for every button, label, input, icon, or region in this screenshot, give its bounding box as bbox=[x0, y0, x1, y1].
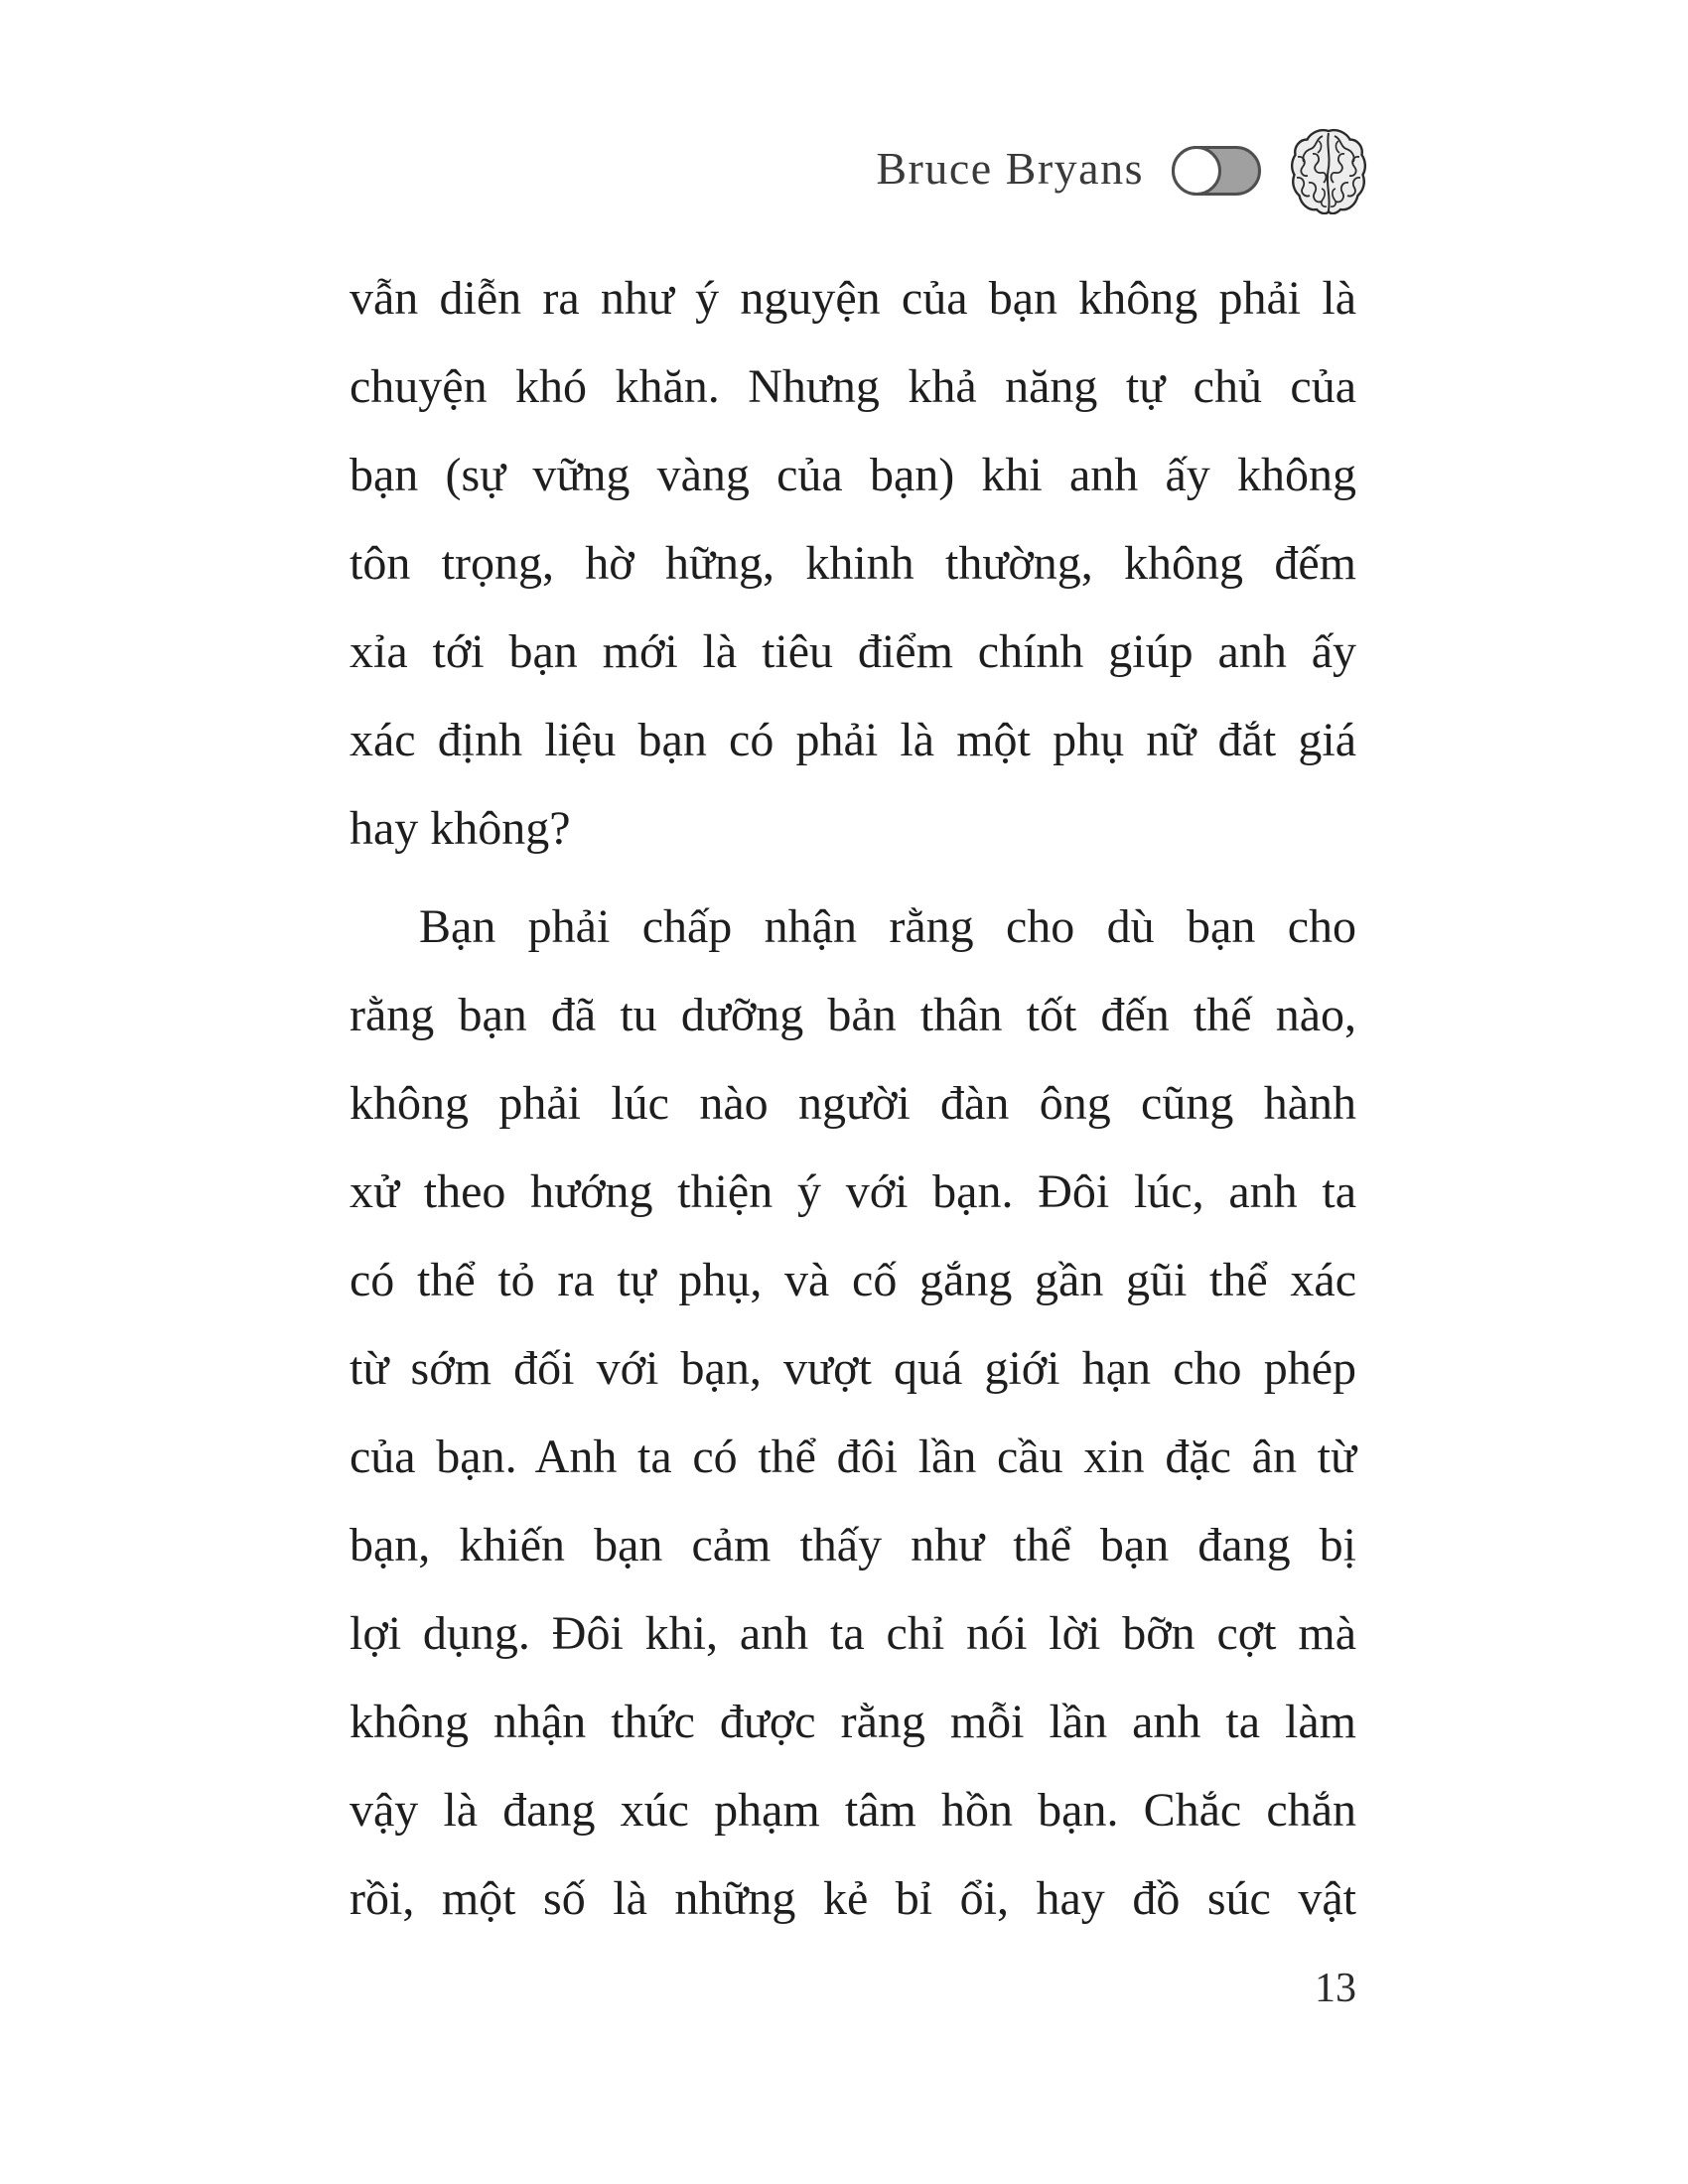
text-line: hay không? bbox=[350, 802, 571, 855]
text-line: vẫn diễn ra như ý nguyện của bạn không phải là bbox=[350, 272, 1356, 325]
text-line: tôn trọng, hờ hững, khinh thường, không đếm bbox=[350, 537, 1356, 590]
author-name: Bruce Bryans bbox=[876, 143, 1144, 194]
text-line: rồi, một số là những kẻ bỉ ổi, hay đồ súc vật bbox=[350, 1872, 1356, 1925]
text-line: xỉa tới bạn mới là tiêu điểm chính giúp anh ấy bbox=[350, 625, 1356, 678]
text-line: vậy là đang xúc phạm tâm hồn bạn. Chắc chắn bbox=[350, 1784, 1356, 1837]
text-line: không nhận thức được rằng mỗi lần anh ta làm bbox=[350, 1696, 1356, 1748]
paragraph bbox=[350, 883, 1356, 1943]
text-line: xử theo hướng thiện ý với bạn. Đôi lúc, anh ta bbox=[350, 1165, 1356, 1218]
text-line: bạn (sự vững vàng của bạn) khi anh ấy không bbox=[350, 449, 1356, 501]
text-line: không phải lúc nào người đàn ông cũng hành bbox=[350, 1077, 1356, 1130]
brain-icon bbox=[1289, 127, 1368, 214]
text-line: chuyện khó khăn. Nhưng khả năng tự chủ của bbox=[350, 360, 1356, 413]
text-line: rằng bạn đã tu dưỡng bản thân tốt đến thế nào, bbox=[350, 989, 1356, 1041]
text-line: có thể tỏ ra tự phụ, và cố gắng gần gũi thể xác bbox=[350, 1254, 1356, 1306]
page-number: 13 bbox=[1315, 1966, 1356, 2011]
toggle-knob bbox=[1172, 146, 1221, 196]
text-line: bạn, khiến bạn cảm thấy như thể bạn đang bị bbox=[350, 1519, 1356, 1571]
text-line: xác định liệu bạn có phải là một phụ nữ đắt giá bbox=[350, 714, 1356, 766]
text-line: của bạn. Anh ta có thể đôi lần cầu xin đặc ân từ bbox=[350, 1431, 1356, 1483]
text-line: Bạn phải chấp nhận rằng cho dù bạn cho bbox=[419, 900, 1356, 953]
text-line: lợi dụng. Đôi khi, anh ta chỉ nói lời bỡn cợt mà bbox=[350, 1607, 1356, 1660]
page-header bbox=[876, 127, 1368, 214]
paragraph bbox=[350, 254, 1356, 873]
body-text bbox=[350, 254, 1356, 1943]
text-line: từ sớm đối với bạn, vượt quá giới hạn cho phép bbox=[350, 1342, 1356, 1395]
toggle-switch-icon bbox=[1172, 146, 1261, 196]
